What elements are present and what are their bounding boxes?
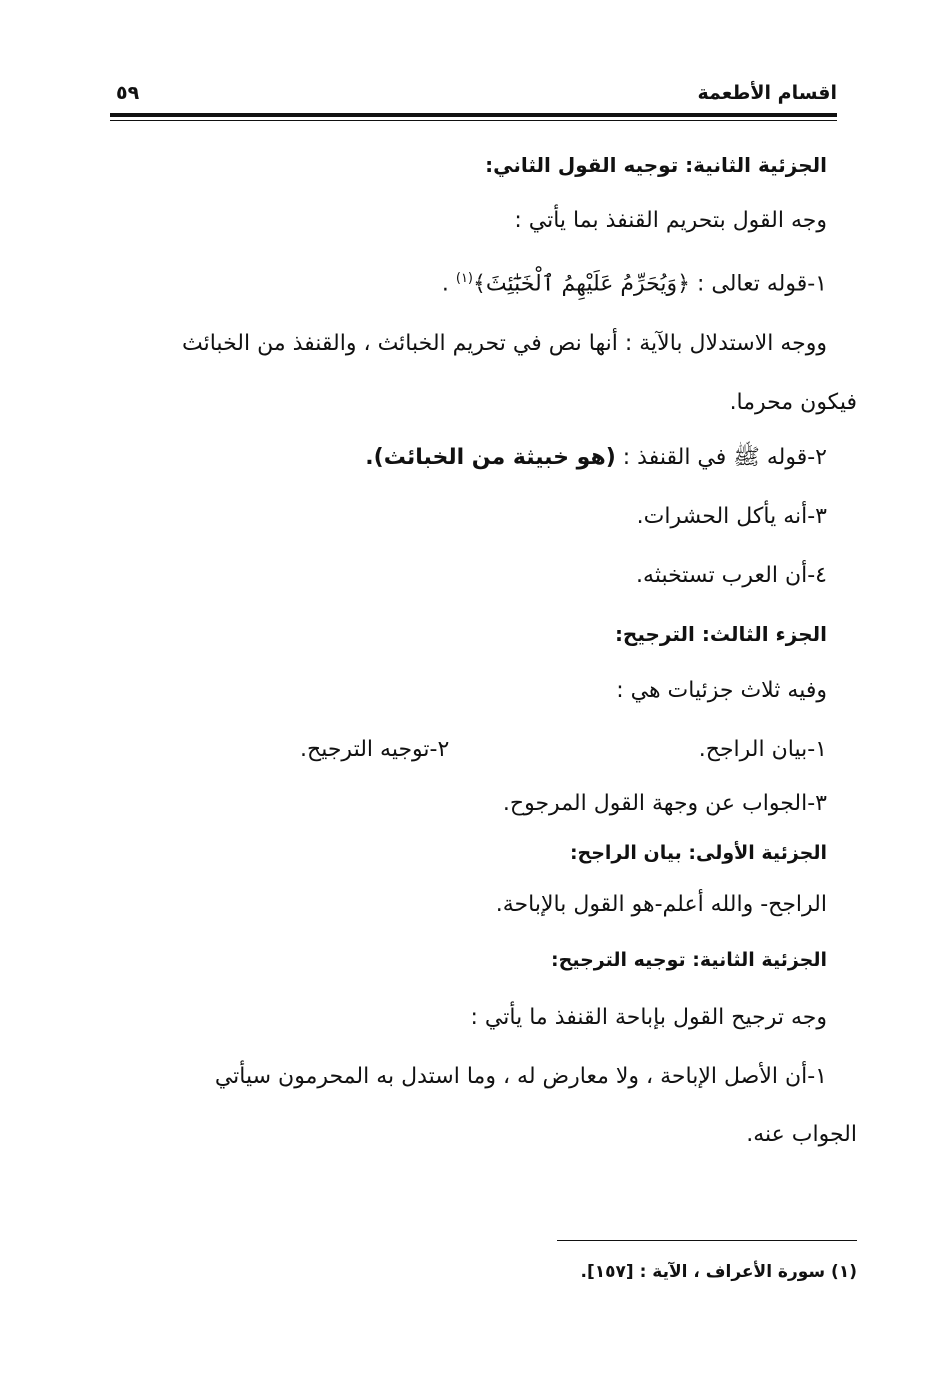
- paragraph-evidence-1-explanation: ووجه الاستدلال بالآية : أنها نص في تحريم الخبائث ، والقنفذ من الخبائث: [182, 331, 827, 356]
- evidence-1-end: .: [441, 271, 456, 297]
- page-header: [110, 78, 837, 114]
- paragraph-intro-prohibition: وجه القول بتحريم القنفذ بما يأتي :: [514, 208, 827, 233]
- section-heading-third-part: الجزء الثالث: الترجيح:: [614, 622, 827, 646]
- paragraph-intro-preference: وجه ترجيح القول بإباحة القنفذ ما يأتي :: [470, 1005, 827, 1030]
- paragraph-evidence-1: [442, 264, 827, 299]
- list-item-3: ٣-الجواب عن وجهة القول المرجوح.: [502, 791, 827, 816]
- subsection-heading-first: الجزئية الأولى: بيان الراجح:: [569, 842, 827, 864]
- page-number: ٥٩: [116, 82, 140, 104]
- header-rule-thin: [110, 120, 837, 121]
- list-item-2: ٢-توجيه الترجيح.: [300, 737, 450, 762]
- paragraph-evidence-2: [365, 443, 827, 473]
- paragraph-preferred: الراجح- والله أعلم-هو القول بالإباحة.: [495, 892, 827, 917]
- subsection-heading-second: الجزئية الثانية: توجيه الترجيح:: [551, 949, 827, 971]
- paragraph-reason-1: ١-أن الأصل الإباحة ، ولا معارض له ، وما استدل به المحرمون سيأتي: [214, 1064, 827, 1089]
- paragraph-evidence-1-explanation-cont: فيكون محرما.: [729, 390, 857, 415]
- paragraph-intro-three: وفيه ثلاث جزئيات هي :: [616, 678, 827, 703]
- paragraph-evidence-3: ٣-أنه يأكل الحشرات.: [636, 504, 827, 529]
- running-title: اقسام الأطعمة: [697, 82, 837, 104]
- footnote-text: (١) سورة الأعراف ، الآية : [١٥٧].: [580, 1262, 857, 1282]
- header-rule-thick: [110, 113, 837, 117]
- footnote-separator: [557, 1240, 857, 1241]
- paragraph-reason-1-cont: الجواب عنه.: [746, 1122, 857, 1147]
- footnote-marker[interactable]: (١): [455, 271, 473, 286]
- evidence-1-text: ١-قوله تعالى : ﴿وَيُحَرِّمُ عَلَيْهِمُ ٱلْخَبَٰٓئِثَ﴾: [473, 271, 827, 297]
- evidence-2-hadith: (هو خبيثة من الخبائث).: [365, 445, 616, 470]
- evidence-2-intro: ٢-قوله ﷺ في القنفذ :: [615, 445, 827, 470]
- list-item-1: ١-بيان الراجح.: [698, 737, 827, 762]
- paragraph-evidence-4: ٤-أن العرب تستخبثه.: [636, 563, 827, 588]
- section-heading-second-part: الجزئية الثانية: توجيه القول الثاني:: [485, 153, 827, 177]
